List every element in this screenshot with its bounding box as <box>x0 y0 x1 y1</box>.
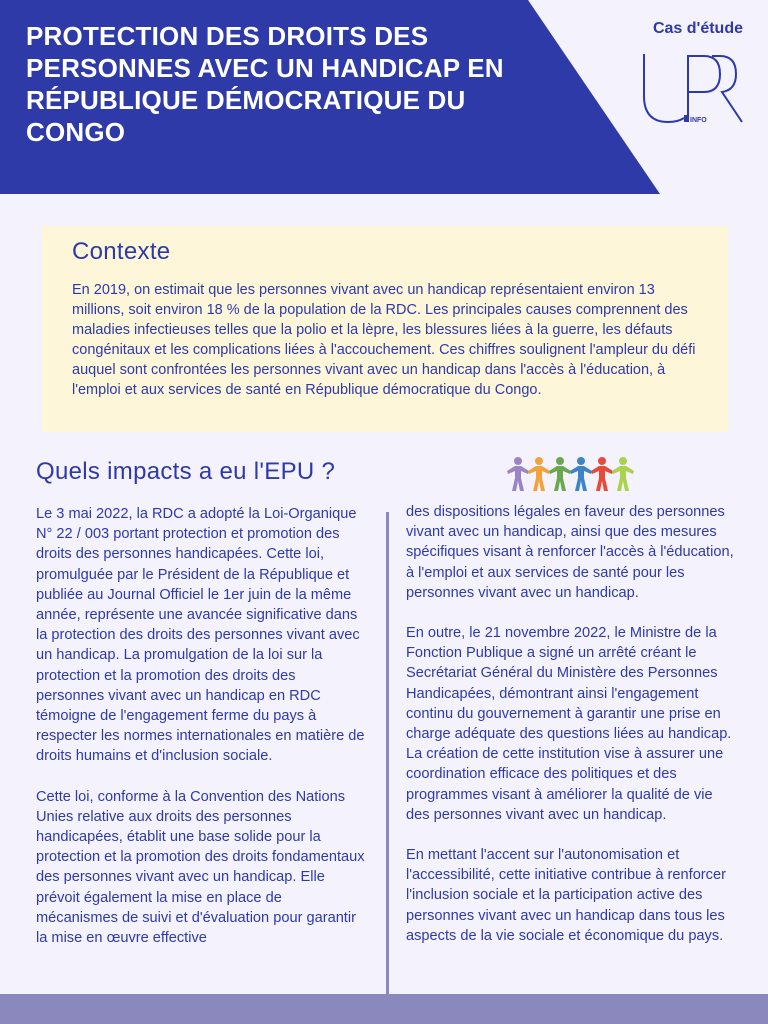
left-column <box>36 504 366 968</box>
right-paragraph-1: des dispositions légales en faveur des personnes vivant avec un handicap, ainsi que des mesures spécifiques visant à renforcer l'accès à l'éducation, à l'emploi et aux services de santé pour les personnes vivant avec un handicap. <box>406 504 734 601</box>
person-figure <box>549 457 571 491</box>
person-figure <box>591 457 613 491</box>
upr-info-logo <box>640 52 744 126</box>
left-paragraph-1: Le 3 mai 2022, la RDC a adopté la Loi-Organique N° 22 / 003 portant protection et promotion des droits des personnes handicapées. Cette loi, promulguée par le Président de la République et publiée au Journal Officiel le 1er juin de la même année, représente une avancée significative dans la protection des droits des personnes vivant avec un handicap. La promulgation de la loi sur la protection et la promotion des droits des personnes vivant avec un handicap en RDC témoigne de l'engagement ferme du pays à respecter les normes internationales en matière de droits humains et d'inclusion sociale. <box>36 506 365 765</box>
right-paragraph-2: En outre, le 21 novembre 2022, le Ministre de la Fonction Publique a signé un arrêté créant le Secrétariat Général du Ministère des Personnes Handicapées, démontrant ainsi l'engagement continu du gouvernement à garantir une prise en charge adéquate des questions liées au handicap. La création de cette institution vise à assurer une coordination efficace des politiques et des programmes visant à améliorer la qualité de vie des personnes vivant avec un handicap. <box>406 625 732 823</box>
right-column <box>406 502 740 966</box>
case-study-label: Cas d'étude <box>652 20 743 37</box>
logo-subtext: INFO <box>690 117 707 124</box>
impact-heading: Quels impacts a eu l'EPU ? <box>36 458 336 485</box>
column-divider <box>386 512 389 994</box>
person-figure <box>570 457 592 491</box>
people-chain-icon <box>506 456 640 494</box>
context-text: En 2019, on estimait que les personnes vivant avec un handicap représentaient environ 13 millions, soit environ 18 % de la population de la RDC. Les principales causes comprennent des maladies infectieuses telles que la polio et la lèpre, les blessures liées à la guerre, les défauts congénitaux et les complications liées à l'accouchement. Ces chiffres soulignent l'ampleur du défi auquel sont confrontées les personnes vivant avec un handicap dans l'accès à l'éducation, à l'emploi et aux services de santé en République démocratique du Congo. <box>72 282 696 398</box>
page-title: PROTECTION DES DROITS DES PERSONNES AVEC UN HANDICAP EN RÉPUBLIQUE DÉMOCRATIQUE DU CONGO <box>26 21 504 147</box>
person-figure <box>507 457 529 491</box>
footer-bar <box>0 994 768 1024</box>
left-paragraph-2: Cette loi, conforme à la Convention des Nations Unies relative aux droits des personnes handicapées, établit une base solide pour la protection et la promotion des droits fondamentaux des personnes vivant avec un handicap. Elle prévoit également la mise en place de mécanismes de suivi et d'évaluation pour garantir la mise en œuvre effective <box>36 788 365 947</box>
right-paragraph-3: En mettant l'accent sur l'autonomisation et l'accessibilité, cette initiative contribue à renforcer l'inclusion sociale et la participation active des personnes vivant avec un handicap dans tous les aspects de la vie sociale et économique du pays. <box>406 847 726 944</box>
context-box <box>42 226 728 432</box>
person-figure <box>528 457 550 491</box>
person-figure <box>612 457 634 491</box>
context-heading: Contexte <box>72 238 171 265</box>
